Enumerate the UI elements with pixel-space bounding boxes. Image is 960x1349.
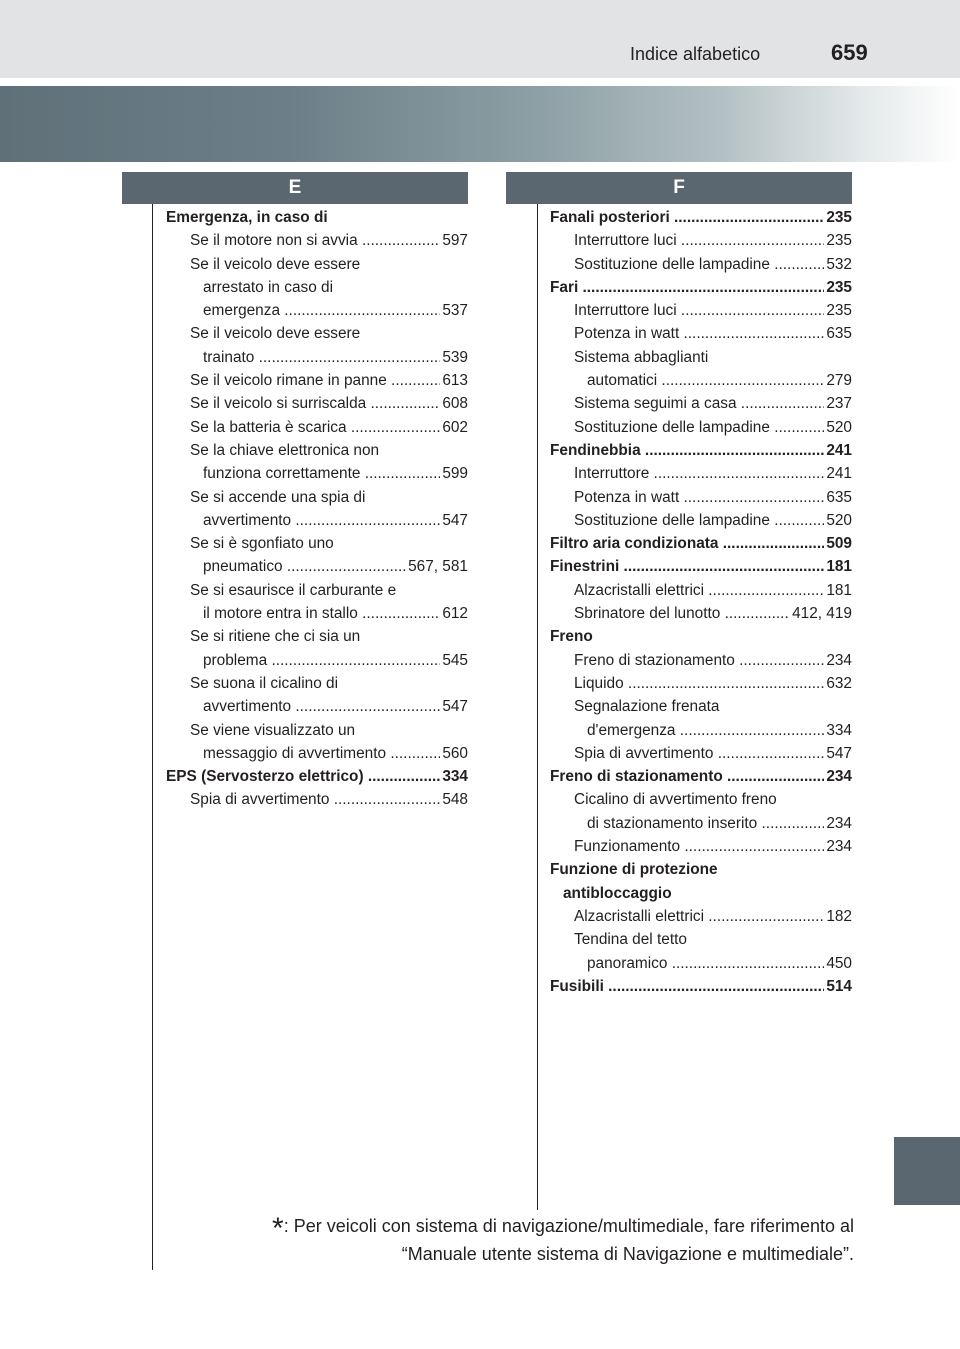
index-entry — [550, 858, 852, 881]
index-entry-page: 234 — [824, 649, 852, 672]
index-entry-text: Se si accende una spia di — [190, 488, 366, 506]
index-entry-page: 181 — [824, 555, 852, 578]
index-entry-text: Potenza in watt ..... — [550, 322, 852, 345]
index-entry-text: emergenza ..... — [166, 299, 468, 322]
index-entry-text: EPS (Servosterzo elettrico) ..... — [166, 765, 468, 788]
section-header-f: F — [506, 172, 852, 204]
index-entry — [166, 392, 468, 415]
index-entry — [166, 625, 468, 648]
index-entry-page: 632 — [824, 672, 852, 695]
index-entry-text: Funzione di protezione — [550, 861, 718, 879]
index-entry — [166, 439, 468, 462]
index-entry-page: 412, 419 — [790, 602, 852, 625]
index-entry-page: 537 — [440, 299, 468, 322]
index-entry-text: Se la chiave elettronica non — [190, 441, 380, 459]
page-number: 659 — [831, 40, 868, 65]
index-entry-page: 334 — [440, 765, 468, 788]
index-entry — [550, 788, 852, 811]
index-entry-text: problema ..... — [166, 649, 468, 672]
index-entry — [166, 788, 468, 811]
index-entry — [550, 299, 852, 322]
index-entry — [550, 812, 852, 835]
index-entry-text: Fusibili ..... — [550, 975, 852, 998]
index-entry — [166, 462, 468, 485]
index-entry-page: 279 — [824, 369, 852, 392]
index-entry — [166, 299, 468, 322]
index-entry-page: 567, 581 — [406, 555, 468, 578]
index-entry-text: Sostituzione delle lampadine ..... — [550, 253, 852, 276]
index-entry-text: avvertimento ..... — [166, 695, 468, 718]
index-entry-page: 560 — [440, 742, 468, 765]
index-entry-page: 181 — [824, 579, 852, 602]
index-entry-text: Se il veicolo deve essere — [190, 255, 361, 273]
index-entry-text: Se si è sgonfiato uno — [190, 535, 334, 553]
index-entry-text: Segnalazione frenata — [574, 698, 720, 716]
index-entry-page: 608 — [440, 392, 468, 415]
index-entry-page: 334 — [824, 719, 852, 742]
index-entry-page: 235 — [824, 206, 852, 229]
index-entry — [550, 765, 852, 788]
index-entry-page: 520 — [824, 416, 852, 439]
index-entry — [166, 486, 468, 509]
index-entry — [166, 579, 468, 602]
index-entry — [166, 742, 468, 765]
index-entry — [166, 695, 468, 718]
index-column-f — [550, 206, 852, 998]
index-entry — [550, 229, 852, 252]
index-entry-page: 520 — [824, 509, 852, 532]
index-entry-page: 234 — [824, 835, 852, 858]
index-entry — [550, 276, 852, 299]
index-entry — [166, 229, 468, 252]
index-column-e — [166, 206, 468, 812]
index-entry-text: Filtro aria condizionata ..... — [550, 532, 852, 555]
index-entry-page: 613 — [440, 369, 468, 392]
index-entry-page: 235 — [824, 276, 852, 299]
index-entry — [166, 346, 468, 369]
index-entry-page: 450 — [824, 952, 852, 975]
index-entry-text: Spia di avvertimento ..... — [166, 788, 468, 811]
index-entry-page: 602 — [440, 416, 468, 439]
index-entry-text: Finestrini ..... — [550, 555, 852, 578]
index-entry-page: 635 — [824, 486, 852, 509]
index-entry — [550, 742, 852, 765]
index-entry — [550, 835, 852, 858]
index-entry — [166, 276, 468, 299]
index-entry-page: 635 — [824, 322, 852, 345]
index-entry — [166, 602, 468, 625]
index-entry — [550, 532, 852, 555]
index-entry — [550, 695, 852, 718]
index-entry-page: 547 — [440, 509, 468, 532]
index-entry-text: Spia di avvertimento ..... — [550, 742, 852, 765]
index-entry-text: Freno di stazionamento ..... — [550, 649, 852, 672]
index-entry — [550, 579, 852, 602]
index-entry — [550, 462, 852, 485]
index-entry-text: Fari ..... — [550, 276, 852, 299]
index-entry — [166, 672, 468, 695]
index-entry-text: Se il veicolo deve essere — [190, 325, 361, 343]
index-entry-text: Tendina del tetto — [574, 931, 687, 949]
footnote — [240, 1212, 854, 1268]
index-entry-text: Sistema seguimi a casa ..... — [550, 392, 852, 415]
index-entry-text: Fendinebbia ..... — [550, 439, 852, 462]
index-entry-text: panoramico ..... — [550, 952, 852, 975]
index-entry-page: 547 — [824, 742, 852, 765]
index-entry-page: 612 — [440, 602, 468, 625]
index-entry — [166, 253, 468, 276]
index-entry-text: Se viene visualizzato un — [190, 721, 356, 739]
index-entry — [550, 928, 852, 951]
index-entry — [550, 975, 852, 998]
index-entry-text: d'emergenza ..... — [550, 719, 852, 742]
index-entry — [166, 719, 468, 742]
header-band — [0, 0, 960, 78]
index-entry-text: Funzionamento ..... — [550, 835, 852, 858]
index-entry-page: 235 — [824, 299, 852, 322]
index-entry-text: Se il motore non si avvia ..... — [166, 229, 468, 252]
index-entry — [550, 206, 852, 229]
index-entry — [550, 509, 852, 532]
index-entry — [166, 416, 468, 439]
index-entry — [550, 649, 852, 672]
index-entry-text: Interruttore ..... — [550, 462, 852, 485]
page-header-title: Indice alfabetico — [630, 44, 761, 64]
index-entry-text: Se il veicolo si surriscalda ..... — [166, 392, 468, 415]
index-entry-text: Se si esaurisce il carburante e — [190, 581, 397, 599]
index-entry-text: Freno — [550, 628, 593, 646]
index-entry — [166, 206, 468, 229]
footnote-line-1: : Per veicoli con sistema di navigazione/multimediale, fare riferimento al — [283, 1216, 854, 1236]
index-entry-text: Interruttore luci ..... — [550, 229, 852, 252]
index-entry-text: il motore entra in stallo ..... — [166, 602, 468, 625]
index-entry — [550, 346, 852, 369]
section-header-e: E — [122, 172, 468, 204]
index-entry-text: Alzacristalli elettrici ..... — [550, 905, 852, 928]
index-entry — [550, 952, 852, 975]
index-entry-page: 235 — [824, 229, 852, 252]
index-entry-text: Alzacristalli elettrici ..... — [550, 579, 852, 602]
index-entry-text: Se il veicolo rimane in panne ..... — [166, 369, 468, 392]
index-entry-text: Sbrinatore del lunotto ..... — [550, 602, 852, 625]
index-entry-page: 548 — [440, 788, 468, 811]
index-entry-page: 182 — [824, 905, 852, 928]
index-entry — [550, 882, 852, 905]
index-entry — [166, 509, 468, 532]
index-entry-text: arrestato in caso di — [203, 278, 334, 296]
footnote-asterisk: * — [272, 1212, 284, 1245]
decorative-banner — [0, 86, 960, 162]
index-entry-text: Potenza in watt ..... — [550, 486, 852, 509]
index-entry-page: 241 — [824, 439, 852, 462]
index-entry-text: Sostituzione delle lampadine ..... — [550, 509, 852, 532]
index-entry-text: messaggio di avvertimento ..... — [166, 742, 468, 765]
index-entry-page: 547 — [440, 695, 468, 718]
index-entry-text: Interruttore luci ..... — [550, 299, 852, 322]
index-entry — [550, 439, 852, 462]
index-entry — [166, 649, 468, 672]
index-entry — [550, 555, 852, 578]
column-rule-left — [152, 204, 153, 1270]
index-entry — [166, 555, 468, 578]
index-entry-text: automatici ..... — [550, 369, 852, 392]
index-entry-text: pneumatico ..... — [166, 555, 468, 578]
index-entry — [550, 253, 852, 276]
index-entry-text: Se la batteria è scarica ..... — [166, 416, 468, 439]
index-entry — [166, 369, 468, 392]
index-entry-page: 509 — [824, 532, 852, 555]
column-rule-middle — [537, 204, 538, 1210]
index-entry-text: avvertimento ..... — [166, 509, 468, 532]
index-entry-page: 532 — [824, 253, 852, 276]
index-entry-text: Sostituzione delle lampadine ..... — [550, 416, 852, 439]
index-entry-text: Sistema abbaglianti — [574, 348, 709, 366]
index-entry-page: 539 — [440, 346, 468, 369]
index-entry-text: Fanali posteriori ..... — [550, 206, 852, 229]
index-entry — [550, 369, 852, 392]
index-entry-text: Liquido ..... — [550, 672, 852, 695]
index-entry-text: Se suona il cicalino di — [190, 674, 339, 692]
index-entry — [550, 392, 852, 415]
index-entry — [550, 905, 852, 928]
index-entry-page: 599 — [440, 462, 468, 485]
index-entry-text: trainato ..... — [166, 346, 468, 369]
index-entry — [550, 486, 852, 509]
index-entry-text: antibloccaggio — [563, 884, 672, 902]
chapter-tab — [894, 1137, 960, 1205]
index-entry — [550, 719, 852, 742]
index-entry-text: Emergenza, in caso di — [166, 209, 328, 226]
index-entry — [550, 416, 852, 439]
index-entry-page: 237 — [824, 392, 852, 415]
index-entry — [550, 322, 852, 345]
footnote-line-2: “Manuale utente sistema di Navigazione e multimediale”. — [401, 1244, 854, 1264]
index-entry-text: funziona correttamente ..... — [166, 462, 468, 485]
index-entry-text: di stazionamento inserito ..... — [550, 812, 852, 835]
index-entry-page: 234 — [824, 765, 852, 788]
index-entry-page: 514 — [824, 975, 852, 998]
index-entry — [550, 672, 852, 695]
index-entry-text: Cicalino di avvertimento freno — [574, 791, 777, 809]
index-entry — [166, 765, 468, 788]
index-entry — [550, 602, 852, 625]
index-entry — [550, 625, 852, 648]
index-entry-text: Freno di stazionamento ..... — [550, 765, 852, 788]
index-entry-page: 545 — [440, 649, 468, 672]
index-entry-text: Se si ritiene che ci sia un — [190, 628, 361, 646]
index-entry — [166, 532, 468, 555]
index-entry — [166, 322, 468, 345]
index-entry-page: 241 — [824, 462, 852, 485]
index-entry-page: 597 — [440, 229, 468, 252]
index-entry-page: 234 — [824, 812, 852, 835]
